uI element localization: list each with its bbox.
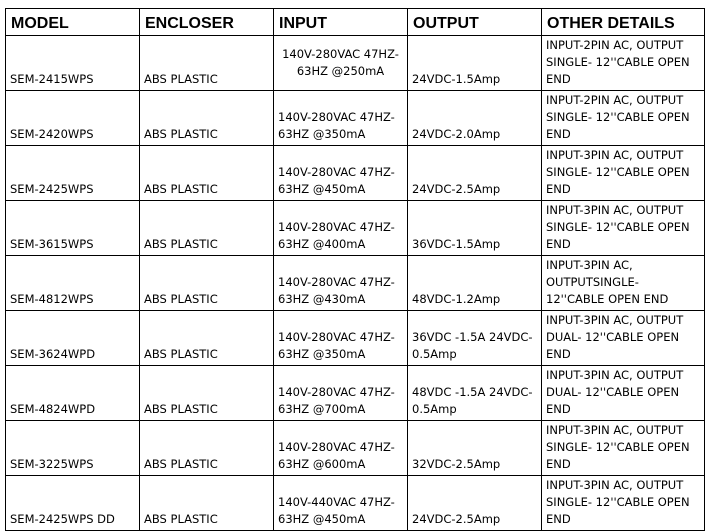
cell-model: SEM-2425WPS DD	[6, 476, 140, 531]
cell-encloser: ABS PLASTIC	[140, 36, 274, 91]
header-model: MODEL	[6, 9, 140, 36]
cell-model: SEM-3615WPS	[6, 201, 140, 256]
cell-details: INPUT-2PIN AC, OUTPUT SINGLE- 12''CABLE OPEN END	[542, 36, 705, 91]
header-row	[6, 9, 705, 36]
cell-details: INPUT-2PIN AC, OUTPUT SINGLE- 12''CABLE OPEN END	[542, 91, 705, 146]
header-other-details: OTHER DETAILS	[542, 9, 705, 36]
table-row	[6, 311, 705, 366]
cell-model: SEM-2415WPS	[6, 36, 140, 91]
cell-encloser: ABS PLASTIC	[140, 91, 274, 146]
cell-encloser: ABS PLASTIC	[140, 476, 274, 531]
cell-output: 24VDC-2.0Amp	[408, 91, 542, 146]
cell-input: 140V-280VAC 47HZ-63HZ @600mA	[274, 421, 408, 476]
cell-output: 24VDC-2.5Amp	[408, 476, 542, 531]
cell-details: INPUT-3PIN AC, OUTPUTSINGLE- 12''CABLE OPEN END	[542, 256, 705, 311]
table-row	[6, 256, 705, 311]
cell-input: 140V-440VAC 47HZ-63HZ @450mA	[274, 476, 408, 531]
cell-details: INPUT-3PIN AC, OUTPUT SINGLE- 12''CABLE OPEN END	[542, 146, 705, 201]
cell-model: SEM-4824WPD	[6, 366, 140, 421]
cell-encloser: ABS PLASTIC	[140, 311, 274, 366]
cell-output: 48VDC -1.5A 24VDC-0.5Amp	[408, 366, 542, 421]
cell-encloser: ABS PLASTIC	[140, 421, 274, 476]
cell-encloser: ABS PLASTIC	[140, 366, 274, 421]
cell-model: SEM-3225WPS	[6, 421, 140, 476]
header-output: OUTPUT	[408, 9, 542, 36]
cell-details: INPUT-3PIN AC, OUTPUT DUAL- 12''CABLE OPEN END	[542, 311, 705, 366]
header-input: INPUT	[274, 9, 408, 36]
cell-model: SEM-3624WPD	[6, 311, 140, 366]
cell-model: SEM-2425WPS	[6, 146, 140, 201]
spec-table	[5, 8, 705, 531]
cell-model: SEM-4812WPS	[6, 256, 140, 311]
cell-output: 24VDC-1.5Amp	[408, 36, 542, 91]
cell-details: INPUT-3PIN AC, OUTPUT DUAL- 12''CABLE OPEN END	[542, 366, 705, 421]
table-row	[6, 146, 705, 201]
table-row	[6, 36, 705, 91]
cell-output: 48VDC-1.2Amp	[408, 256, 542, 311]
table-row	[6, 476, 705, 531]
header-encloser: ENCLOSER	[140, 9, 274, 36]
cell-input: 140V-280VAC 47HZ-63HZ @700mA	[274, 366, 408, 421]
table-row	[6, 201, 705, 256]
cell-input: 140V-280VAC 47HZ-63HZ @250mA	[274, 36, 408, 91]
cell-output: 24VDC-2.5Amp	[408, 146, 542, 201]
cell-details: INPUT-3PIN AC, OUTPUT SINGLE- 12''CABLE OPEN END	[542, 476, 705, 531]
cell-output: 32VDC-2.5Amp	[408, 421, 542, 476]
cell-input: 140V-280VAC 47HZ-63HZ @350mA	[274, 311, 408, 366]
cell-encloser: ABS PLASTIC	[140, 256, 274, 311]
cell-details: INPUT-3PIN AC, OUTPUT SINGLE- 12''CABLE OPEN END	[542, 201, 705, 256]
cell-input: 140V-280VAC 47HZ-63HZ @400mA	[274, 201, 408, 256]
table-row	[6, 91, 705, 146]
table-row	[6, 421, 705, 476]
table-body	[6, 36, 705, 531]
cell-output: 36VDC -1.5A 24VDC-0.5Amp	[408, 311, 542, 366]
cell-encloser: ABS PLASTIC	[140, 146, 274, 201]
cell-model: SEM-2420WPS	[6, 91, 140, 146]
cell-output: 36VDC-1.5Amp	[408, 201, 542, 256]
cell-details: INPUT-3PIN AC, OUTPUT SINGLE- 12''CABLE OPEN END	[542, 421, 705, 476]
cell-input: 140V-280VAC 47HZ-63HZ @430mA	[274, 256, 408, 311]
cell-encloser: ABS PLASTIC	[140, 201, 274, 256]
cell-input: 140V-280VAC 47HZ-63HZ @450mA	[274, 146, 408, 201]
cell-input: 140V-280VAC 47HZ-63HZ @350mA	[274, 91, 408, 146]
table-row	[6, 366, 705, 421]
